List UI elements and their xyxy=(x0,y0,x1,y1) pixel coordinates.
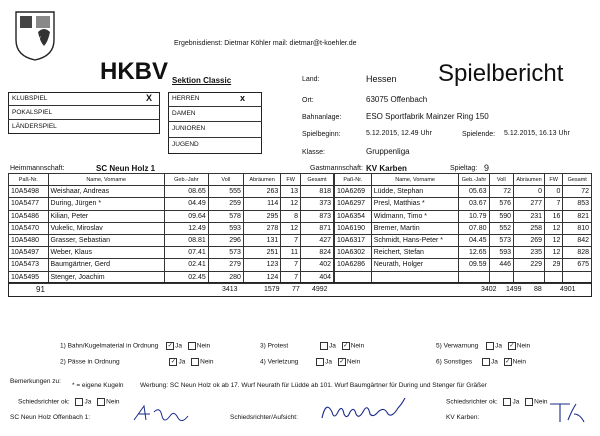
checkbox-checked-icon[interactable]: ✓ xyxy=(509,343,515,349)
home-cell: 259 xyxy=(208,198,243,210)
home-cell: 295 xyxy=(243,210,280,222)
home-cell: 08.65 xyxy=(164,186,208,198)
away-cell: 675 xyxy=(563,259,592,271)
away-cell: 277 xyxy=(514,198,545,210)
spielart-laenderspiel: LÄNDERSPIEL xyxy=(12,123,57,130)
home-cell: 593 xyxy=(208,222,243,234)
away-cell: 29 xyxy=(545,259,563,271)
col-header: Voll xyxy=(208,174,243,186)
home-cell: 12 xyxy=(281,222,301,234)
spieltag-label: Spieltag: xyxy=(450,165,478,172)
home-cell: 10A5473 xyxy=(9,259,49,271)
away-cell: 04.45 xyxy=(459,234,489,246)
away-cell: 12 xyxy=(545,222,563,234)
home-cell: 573 xyxy=(208,247,243,259)
sektion: Sektion Classic xyxy=(172,76,232,85)
away-cell: 590 xyxy=(489,210,513,222)
klasse-value: Gruppenliga xyxy=(366,147,410,156)
away-player-table xyxy=(334,173,592,284)
check-q1: 1) Bahn/Kugelmaterial in Ordnung ✓ Ja Nein xyxy=(60,342,211,350)
spielbeginn-label: Spielbeginn: xyxy=(302,131,341,138)
away-signature xyxy=(546,400,596,424)
away-cell: 12 xyxy=(545,247,563,259)
home-cell: 10A5495 xyxy=(9,271,49,283)
home-row xyxy=(9,210,334,222)
checkbox-icon[interactable] xyxy=(503,398,511,406)
home-cell: 7 xyxy=(281,259,301,271)
klasse-damen: DAMEN xyxy=(172,110,196,117)
away-cell: 235 xyxy=(514,247,545,259)
away-cell: Schmidt, Hans-Peter * xyxy=(371,234,459,246)
checkbox-icon[interactable] xyxy=(97,398,105,406)
home-points: 91 xyxy=(36,285,45,294)
away-cell: 552 xyxy=(489,222,513,234)
checkbox-checked-icon[interactable]: ✓ xyxy=(167,343,173,349)
check-q6: 6) Sonstiges Ja ✓ Nein xyxy=(436,358,527,366)
checkbox-icon[interactable] xyxy=(486,342,494,350)
home-total-ges: 4992 xyxy=(312,286,328,293)
away-cell: 828 xyxy=(563,247,592,259)
home-signature-label: SC Neun Holz Offenbach 1: xyxy=(10,414,91,421)
away-cell: 16 xyxy=(545,210,563,222)
away-cell: 10A6190 xyxy=(335,222,372,234)
home-cell: 10A5486 xyxy=(9,210,49,222)
check-q2: 2) Pässe in Ordnung ✓ Ja Nein xyxy=(60,358,214,366)
bemerkungen-legend: * = eigene Kugeln xyxy=(72,382,124,389)
away-cell: 05.63 xyxy=(459,186,489,198)
home-cell: 280 xyxy=(208,271,243,283)
home-cell: Baumgärtner, Gerd xyxy=(48,259,164,271)
checkbox-checked-icon[interactable]: ✓ xyxy=(505,359,511,365)
col-header: FW xyxy=(281,174,301,186)
home-player-table xyxy=(8,173,334,284)
away-cell: 12.65 xyxy=(459,247,489,259)
away-row xyxy=(335,198,592,210)
home-cell: 873 xyxy=(301,210,334,222)
checkbox-checked-icon[interactable]: ✓ xyxy=(339,359,345,365)
klasse-herren: HERREN xyxy=(172,95,200,102)
spielbeginn-value: 5.12.2015, 12.49 Uhr xyxy=(366,130,432,137)
home-cell: Weber, Klaus xyxy=(48,247,164,259)
col-header: Name, Vorname xyxy=(371,174,459,186)
away-row xyxy=(335,222,592,234)
home-cell: 555 xyxy=(208,186,243,198)
heim-label: Heimmannschaft: xyxy=(10,165,65,172)
away-row xyxy=(335,247,592,259)
home-cell: 131 xyxy=(243,234,280,246)
home-cell: 278 xyxy=(243,222,280,234)
col-header: Abräumen xyxy=(514,174,545,186)
klasse-herren-mark: x xyxy=(240,93,246,103)
gast-value: KV Karben xyxy=(366,164,407,173)
spielart-pokalspiel: POKALSPIEL xyxy=(12,109,53,116)
home-cell: 02.45 xyxy=(164,271,208,283)
totals-row xyxy=(8,282,592,297)
spielende-label: Spielende: xyxy=(462,131,496,138)
home-cell: 279 xyxy=(208,259,243,271)
home-row xyxy=(9,222,334,234)
checkbox-icon[interactable] xyxy=(320,342,328,350)
checkbox-checked-icon[interactable]: ✓ xyxy=(170,359,176,365)
home-cell: 10A5477 xyxy=(9,198,49,210)
away-cell: 0 xyxy=(545,186,563,198)
home-cell: 871 xyxy=(301,222,334,234)
home-cell: 427 xyxy=(301,234,334,246)
away-total-abr: 1499 xyxy=(506,286,522,293)
checkbox-icon[interactable] xyxy=(525,398,533,406)
bahnanlage-value: ESO Sportfabrik Mainzer Ring 150 xyxy=(366,112,489,121)
home-cell: 10A5498 xyxy=(9,186,49,198)
home-cell: 263 xyxy=(243,186,280,198)
home-cell: 296 xyxy=(208,234,243,246)
away-total-fw: 88 xyxy=(534,286,542,293)
ref-signature-label: Schiedsrichter/Aufsicht: xyxy=(230,414,298,421)
check-q4: 4) Verletzung Ja ✓ Nein xyxy=(260,358,361,366)
col-header: Abräumen xyxy=(243,174,280,186)
home-total-fw: 77 xyxy=(292,286,300,293)
heim-value: SC Neun Holz 1 xyxy=(96,164,156,173)
ref-signature xyxy=(318,398,428,424)
away-cell: Lüdde, Stephan xyxy=(371,186,459,198)
home-cell: Kilian, Peter xyxy=(48,210,164,222)
away-cell: Bremer, Martin xyxy=(371,222,459,234)
away-cell: 10A6297 xyxy=(335,198,372,210)
away-cell: 842 xyxy=(563,234,592,246)
away-cell: 09.59 xyxy=(459,259,489,271)
away-signature-label: KV Karben: xyxy=(446,414,480,421)
away-cell: Neurath, Holger xyxy=(371,259,459,271)
home-cell: Stenger, Joachim xyxy=(48,271,164,283)
away-cell: Widmann, Timo * xyxy=(371,210,459,222)
check-q3: 3) Protest Ja ✓ Nein xyxy=(260,342,365,350)
klasse-label: Klasse: xyxy=(302,149,325,156)
col-header: Name, Vorname xyxy=(48,174,164,186)
away-cell: 10A6317 xyxy=(335,234,372,246)
home-cell: 578 xyxy=(208,210,243,222)
away-cell: Presl, Matthias * xyxy=(371,198,459,210)
away-cell: 810 xyxy=(563,222,592,234)
away-header-row xyxy=(335,174,592,186)
home-cell: 114 xyxy=(243,198,280,210)
home-cell: 124 xyxy=(243,271,280,283)
col-header: FW xyxy=(545,174,563,186)
away-cell: 229 xyxy=(514,259,545,271)
home-cell: 8 xyxy=(281,210,301,222)
col-header: Gesamt xyxy=(301,174,334,186)
home-cell: 10A5480 xyxy=(9,234,49,246)
away-cell: 231 xyxy=(514,210,545,222)
away-cell: 258 xyxy=(514,222,545,234)
bemerkungen-text: Werbung: SC Neun Holz ok ab 17. Wurf Neurath für Lüdde ab 101. Wurf Baumgärtner für During und Stenger für Gräßer xyxy=(140,382,487,389)
away-cell: Reichert, Stefan xyxy=(371,247,459,259)
home-cell: During, Jürgen * xyxy=(48,198,164,210)
home-cell: 12.49 xyxy=(164,222,208,234)
home-cell: 10A5497 xyxy=(9,247,49,259)
home-row xyxy=(9,259,334,271)
away-cell: 593 xyxy=(489,247,513,259)
away-row xyxy=(335,186,592,198)
schiri-ok-right: Schiedsrichter ok: Ja Nein xyxy=(446,398,548,406)
home-cell: 824 xyxy=(301,247,334,259)
away-row xyxy=(335,259,592,271)
spielart-klubspiel-mark: X xyxy=(146,93,153,103)
home-row xyxy=(9,198,334,210)
away-row xyxy=(335,234,592,246)
home-cell: 12 xyxy=(281,198,301,210)
home-row xyxy=(9,234,334,246)
home-total-abr: 1579 xyxy=(264,286,280,293)
checkbox-icon[interactable] xyxy=(191,358,199,366)
home-cell: 251 xyxy=(243,247,280,259)
home-cell: 818 xyxy=(301,186,334,198)
away-cell: 72 xyxy=(489,186,513,198)
home-total-voll: 3413 xyxy=(222,286,238,293)
land-value: Hessen xyxy=(366,74,397,84)
away-row xyxy=(335,210,592,222)
logo-letters: HKBV xyxy=(20,36,42,43)
home-cell: Grasser, Sebastian xyxy=(48,234,164,246)
ort-label: Ort: xyxy=(302,97,314,104)
spielende-value: 5.12.2015, 16.13 Uhr xyxy=(504,130,570,137)
spielart-klubspiel: KLUBSPIEL xyxy=(12,95,48,102)
land-label: Land: xyxy=(302,76,320,83)
away-cell: 269 xyxy=(514,234,545,246)
away-cell: 12 xyxy=(545,234,563,246)
checkbox-icon[interactable] xyxy=(188,342,196,350)
klasse-jugend: JUGEND xyxy=(172,141,199,148)
away-cell: 0 xyxy=(514,186,545,198)
away-cell: 07.80 xyxy=(459,222,489,234)
away-cell: 10A6269 xyxy=(335,186,372,198)
bemerkungen-label: Bemerkungen zu: xyxy=(10,378,61,385)
home-cell: 7 xyxy=(281,271,301,283)
home-header-row xyxy=(9,174,334,186)
bahnanlage-label: Bahnanlage: xyxy=(302,114,342,121)
away-total-voll: 3402 xyxy=(481,286,497,293)
home-cell: 123 xyxy=(243,259,280,271)
checkbox-checked-icon[interactable]: ✓ xyxy=(343,343,349,349)
home-cell: 13 xyxy=(281,186,301,198)
klasse-junioren: JUNIOREN xyxy=(172,125,206,132)
away-cell: 821 xyxy=(563,210,592,222)
ort-value: 63075 Offenbach xyxy=(366,95,428,104)
col-header: Paß-Nr. xyxy=(9,174,49,186)
away-cell: 10A6286 xyxy=(335,259,372,271)
col-header: Gesamt xyxy=(563,174,592,186)
checkbox-icon[interactable] xyxy=(75,398,83,406)
checkbox-icon[interactable] xyxy=(482,358,490,366)
gast-label: Gastmannschaft: xyxy=(310,165,363,172)
col-header: Paß-Nr. xyxy=(335,174,372,186)
home-row xyxy=(9,247,334,259)
away-cell: 10.79 xyxy=(459,210,489,222)
away-cell: 576 xyxy=(489,198,513,210)
home-cell: 04.49 xyxy=(164,198,208,210)
ergebnisdienst: Ergebnisdienst: Dietmar Köhler mail: dietmar@t-koehler.de xyxy=(174,40,357,47)
check-q5: 5) Verwarnung Ja ✓ Nein xyxy=(436,342,531,350)
home-cell: Vukelic, Miroslav xyxy=(48,222,164,234)
col-header: Geb.-Jahr xyxy=(164,174,208,186)
away-cell: 10A6354 xyxy=(335,210,372,222)
checkbox-icon[interactable] xyxy=(316,358,324,366)
home-cell: 7 xyxy=(281,234,301,246)
page-title: Spielbericht xyxy=(438,60,564,87)
home-cell: 09.64 xyxy=(164,210,208,222)
away-cell: 573 xyxy=(489,234,513,246)
away-cell: 72 xyxy=(563,186,592,198)
col-header: Voll xyxy=(489,174,513,186)
away-total-ges: 4901 xyxy=(560,286,576,293)
home-cell: 08.81 xyxy=(164,234,208,246)
org-name: HKBV xyxy=(100,58,169,85)
away-cell: 03.67 xyxy=(459,198,489,210)
home-cell: 373 xyxy=(301,198,334,210)
col-header: Geb.-Jahr xyxy=(459,174,489,186)
home-cell: 07.41 xyxy=(164,247,208,259)
home-signature xyxy=(130,402,200,424)
away-cell: 7 xyxy=(545,198,563,210)
home-cell: 02.41 xyxy=(164,259,208,271)
home-cell: 404 xyxy=(301,271,334,283)
away-cell: 10A6302 xyxy=(335,247,372,259)
away-cell: 446 xyxy=(489,259,513,271)
schiri-ok-left: Schiedsrichter ok: Ja Nein xyxy=(18,398,120,406)
spieltag-value: 9 xyxy=(484,163,490,173)
away-cell: 853 xyxy=(563,198,592,210)
home-cell: 11 xyxy=(281,247,301,259)
home-cell: Weishaar, Andreas xyxy=(48,186,164,198)
home-cell: 10A5470 xyxy=(9,222,49,234)
home-cell: 402 xyxy=(301,259,334,271)
home-row xyxy=(9,186,334,198)
